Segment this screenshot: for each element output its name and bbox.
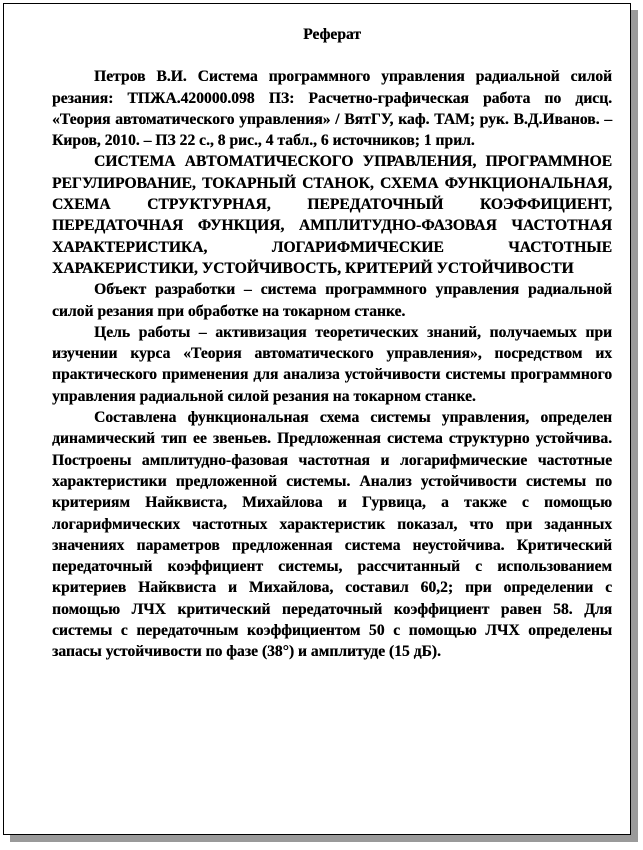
bibliographic-paragraph: Петров В.И. Система программного управления радиальной силой резания: ТПЖА.420000.098 ПЗ: Расчетно-графическая работа по дисц. «Теория автоматического управления» / ВятГУ, каф. ТАМ; рук. В.Д.Иванов. – Киров, 2010. – ПЗ 22 с., 8 рис., 4 табл., 6 источников; 1 прил.	[52, 68, 612, 150]
document-title: Реферат	[303, 26, 361, 43]
object-paragraph: Объект разработки – система программного управления радиальной силой резания при обработке на токарном станке.	[52, 281, 612, 320]
results-paragraph: Составлена функциональная схема системы управления, определен динамический тип ее звеньев. Предложенная система структурно устойчива. Построены амплитудно-фазовая частотная и логарифмические частотные характеристики предложенной системы. Анализ устойчивости системы по критериям Найквиста, Михайлова и Гурвица, а также с помощью логарифмических частотных характеристик показал, что при заданных значениях параметров предложенная система неустойчива. Критический передаточный коэффициент системы, рассчитанный с использованием критериев Найквиста и Михайлова, составил 60,2; при определении с помощью ЛЧХ критический передаточный коэффициент равен 58. Для системы с передаточным коэффициентом 50 с помощью ЛЧХ определены запасы устойчивости по фазе (38°) и амплитуде (15 дБ).	[52, 409, 612, 661]
document-page	[3, 3, 631, 835]
abstract-content	[52, 24, 612, 663]
goal-paragraph: Цель работы – активизация теоретических знаний, получаемых при изучении курса «Теория автоматического управления», посредством их практического применения для анализа устойчивости системы программного управления радиальной силой резания на токарном станке.	[52, 323, 612, 405]
keywords-paragraph: СИСТЕМА АВТОМАТИЧЕСКОГО УПРАВЛЕНИЯ, ПРОГРАММНОЕ РЕГУЛИРОВАНИЕ, ТОКАРНЫЙ СТАНОК, СХЕМА ФУНКЦИОНАЛЬНАЯ, СХЕМА СТРУКТУРНАЯ, ПЕРЕДАТОЧНЫЙ КОЭФФИЦИЕНТ, ПЕРЕДАТОЧНАЯ ФУНКЦИЯ, АМПЛИТУДНО-ФАЗОВАЯ ЧАСТОТНАЯ ХАРАКТЕРИСТИКА, ЛОГАРИФМИЧЕСКИЕ ЧАСТОТНЫЕ ХАРАКЕРИСТИКИ, УСТОЙЧИВОСТЬ, КРИТЕРИЙ УСТОЙЧИВОСТИ	[52, 153, 612, 277]
